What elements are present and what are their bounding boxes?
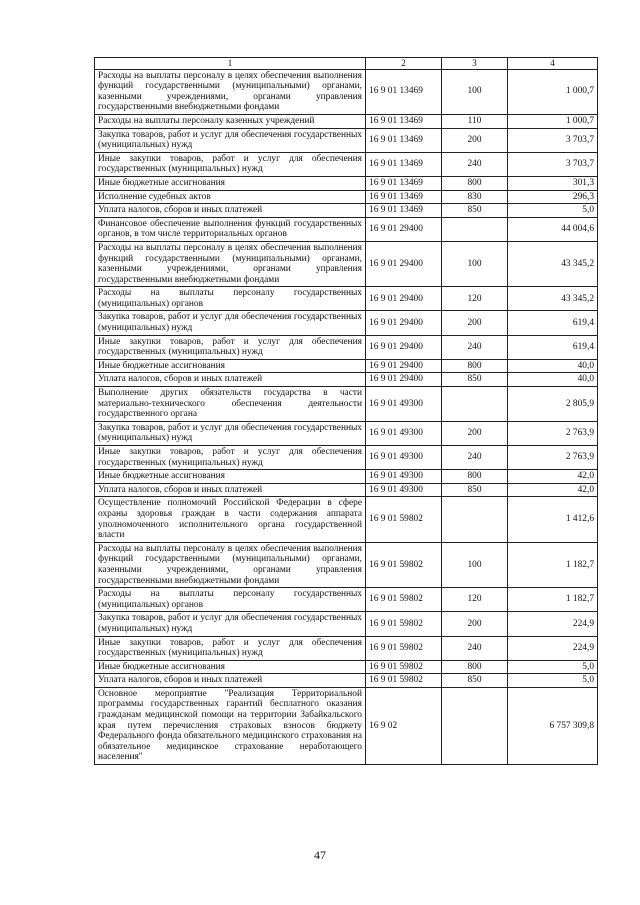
amount-cell: 43 345,2 xyxy=(508,287,598,311)
amount-cell: 40,0 xyxy=(508,373,598,387)
budget-table xyxy=(94,57,598,765)
table-row xyxy=(95,287,598,311)
expense-type-cell: 850 xyxy=(442,483,508,497)
expense-type-cell: 120 xyxy=(442,287,508,311)
expense-name-cell: Расходы на выплаты персоналу государственных (муниципальных) органов xyxy=(95,287,366,311)
table-row xyxy=(95,470,598,484)
expense-name-cell: Иные бюджетные ассигнования xyxy=(95,359,366,373)
table-row xyxy=(95,241,598,286)
column-header: 2 xyxy=(366,58,442,70)
amount-cell: 296,3 xyxy=(508,190,598,204)
expense-name-cell: Расходы на выплаты персоналу государственных (муниципальных) органов xyxy=(95,588,366,612)
amount-cell: 3 703,7 xyxy=(508,128,598,152)
target-code-cell: 16 9 01 49300 xyxy=(366,421,442,445)
expense-name-cell: Иные закупки товаров, работ и услуг для обеспечения государственных (муниципальных) нужд xyxy=(95,335,366,359)
table-row xyxy=(95,421,598,445)
expense-name-cell: Закупка товаров, работ и услуг для обеспечения государственных (муниципальных) нужд xyxy=(95,612,366,636)
expense-type-cell xyxy=(442,387,508,422)
amount-cell: 224,9 xyxy=(508,636,598,660)
expense-name-cell: Расходы на выплаты персоналу в целях обеспечения выполнения функций государственными (муниципальными) органами, казенными учреждениями, органами управления государственными внебюджетными фондами xyxy=(95,542,366,587)
expense-type-cell: 200 xyxy=(442,612,508,636)
table-row xyxy=(95,674,598,688)
expense-type-cell xyxy=(442,217,508,241)
amount-cell: 224,9 xyxy=(508,612,598,636)
amount-cell: 619,4 xyxy=(508,311,598,335)
amount-cell: 44 004,6 xyxy=(508,217,598,241)
target-code-cell: 16 9 01 13469 xyxy=(366,204,442,218)
target-code-cell: 16 9 01 59802 xyxy=(366,497,442,542)
expense-type-cell: 100 xyxy=(442,241,508,286)
amount-cell: 2 763,9 xyxy=(508,421,598,445)
table-row xyxy=(95,446,598,470)
table-row xyxy=(95,359,598,373)
amount-cell: 5,0 xyxy=(508,674,598,688)
expense-type-cell xyxy=(442,497,508,542)
target-code-cell: 16 9 01 59802 xyxy=(366,612,442,636)
table-row xyxy=(95,335,598,359)
target-code-cell: 16 9 01 59802 xyxy=(366,588,442,612)
expense-type-cell: 240 xyxy=(442,446,508,470)
expense-type-cell: 100 xyxy=(442,69,508,114)
target-code-cell: 16 9 01 29400 xyxy=(366,217,442,241)
expense-name-cell: Исполнение судебных актов xyxy=(95,190,366,204)
target-code-cell: 16 9 01 49300 xyxy=(366,470,442,484)
target-code-cell: 16 9 01 13469 xyxy=(366,128,442,152)
expense-type-cell: 200 xyxy=(442,128,508,152)
amount-cell: 5,0 xyxy=(508,204,598,218)
expense-name-cell: Иные закупки товаров, работ и услуг для обеспечения государственных (муниципальных) нужд xyxy=(95,446,366,470)
table-row xyxy=(95,217,598,241)
expense-name-cell: Основное мероприятие "Реализация Территориальной программы государственных гарантий бесплатного оказания гражданам медицинской помощи на территории Забайкальского края путем перечисления страховых взносов бюджету Федерального фонда обязательного медицинского страхования на обязательное медицинское страхование неработающего населения" xyxy=(95,687,366,764)
amount-cell: 1 412,6 xyxy=(508,497,598,542)
expense-name-cell: Иные бюджетные ассигнования xyxy=(95,176,366,190)
table-row xyxy=(95,636,598,660)
expense-name-cell: Уплата налогов, сборов и иных платежей xyxy=(95,483,366,497)
table-header-row xyxy=(95,58,598,70)
expense-name-cell: Закупка товаров, работ и услуг для обеспечения государственных (муниципальных) нужд xyxy=(95,311,366,335)
expense-type-cell: 100 xyxy=(442,542,508,587)
expense-type-cell: 240 xyxy=(442,335,508,359)
target-code-cell: 16 9 01 59802 xyxy=(366,542,442,587)
target-code-cell: 16 9 01 49300 xyxy=(366,483,442,497)
expense-type-cell: 240 xyxy=(442,152,508,176)
expense-name-cell: Финансовое обеспечение выполнения функций государственных органов, в том числе территориальных органов xyxy=(95,217,366,241)
expense-type-cell: 850 xyxy=(442,204,508,218)
amount-cell: 42,0 xyxy=(508,470,598,484)
table-row xyxy=(95,542,598,587)
table-row xyxy=(95,204,598,218)
expense-name-cell: Выполнение других обязательств государства в части материально-технического обеспечения деятельности государственного органа xyxy=(95,387,366,422)
expense-name-cell: Уплата налогов, сборов и иных платежей xyxy=(95,204,366,218)
target-code-cell: 16 9 01 13469 xyxy=(366,190,442,204)
table-row xyxy=(95,660,598,674)
target-code-cell: 16 9 01 59802 xyxy=(366,636,442,660)
target-code-cell: 16 9 01 29400 xyxy=(366,359,442,373)
column-header: 3 xyxy=(442,58,508,70)
expense-type-cell: 800 xyxy=(442,359,508,373)
target-code-cell: 16 9 01 59802 xyxy=(366,660,442,674)
table-row xyxy=(95,190,598,204)
amount-cell: 42,0 xyxy=(508,483,598,497)
expense-type-cell: 800 xyxy=(442,470,508,484)
target-code-cell: 16 9 01 29400 xyxy=(366,287,442,311)
table-row xyxy=(95,612,598,636)
table-row xyxy=(95,387,598,422)
amount-cell: 1 182,7 xyxy=(508,588,598,612)
target-code-cell: 16 9 01 13469 xyxy=(366,114,442,128)
target-code-cell: 16 9 01 49300 xyxy=(366,387,442,422)
amount-cell: 43 345,2 xyxy=(508,241,598,286)
amount-cell: 1 000,7 xyxy=(508,114,598,128)
expense-name-cell: Закупка товаров, работ и услуг для обеспечения государственных (муниципальных) нужд xyxy=(95,128,366,152)
target-code-cell: 16 9 01 29400 xyxy=(366,311,442,335)
expense-name-cell: Расходы на выплаты персоналу казенных учреждений xyxy=(95,114,366,128)
column-header: 4 xyxy=(508,58,598,70)
table-row xyxy=(95,311,598,335)
amount-cell: 40,0 xyxy=(508,359,598,373)
target-code-cell: 16 9 01 59802 xyxy=(366,674,442,688)
target-code-cell: 16 9 01 13469 xyxy=(366,69,442,114)
amount-cell: 3 703,7 xyxy=(508,152,598,176)
expense-name-cell: Осуществление полномочий Российской Федерации в сфере охраны здоровья граждан в части содержания аппарата уполномоченного исполнительного органа государственной власти xyxy=(95,497,366,542)
target-code-cell: 16 9 01 13469 xyxy=(366,176,442,190)
expense-name-cell: Иные бюджетные ассигнования xyxy=(95,660,366,674)
expense-type-cell: 200 xyxy=(442,311,508,335)
expense-type-cell: 800 xyxy=(442,176,508,190)
table-row xyxy=(95,588,598,612)
table-row xyxy=(95,128,598,152)
column-header: 1 xyxy=(95,58,366,70)
expense-name-cell: Иные бюджетные ассигнования xyxy=(95,470,366,484)
expense-type-cell xyxy=(442,687,508,764)
page-number: 47 xyxy=(314,848,326,862)
expense-type-cell: 850 xyxy=(442,373,508,387)
expense-type-cell: 240 xyxy=(442,636,508,660)
table-row xyxy=(95,687,598,764)
table-row xyxy=(95,373,598,387)
target-code-cell: 16 9 01 29400 xyxy=(366,373,442,387)
expense-name-cell: Закупка товаров, работ и услуг для обеспечения государственных (муниципальных) нужд xyxy=(95,421,366,445)
table-row xyxy=(95,483,598,497)
amount-cell: 1 182,7 xyxy=(508,542,598,587)
expense-type-cell: 800 xyxy=(442,660,508,674)
expense-type-cell: 850 xyxy=(442,674,508,688)
amount-cell: 5,0 xyxy=(508,660,598,674)
table-row xyxy=(95,69,598,114)
target-code-cell: 16 9 01 49300 xyxy=(366,446,442,470)
target-code-cell: 16 9 01 29400 xyxy=(366,241,442,286)
expense-name-cell: Уплата налогов, сборов и иных платежей xyxy=(95,373,366,387)
expense-name-cell: Иные закупки товаров, работ и услуг для обеспечения государственных (муниципальных) нужд xyxy=(95,152,366,176)
amount-cell: 619,4 xyxy=(508,335,598,359)
table-row xyxy=(95,176,598,190)
expense-type-cell: 200 xyxy=(442,421,508,445)
target-code-cell: 16 9 01 13469 xyxy=(366,152,442,176)
amount-cell: 1 000,7 xyxy=(508,69,598,114)
expense-type-cell: 110 xyxy=(442,114,508,128)
expense-name-cell: Уплата налогов, сборов и иных платежей xyxy=(95,674,366,688)
expense-name-cell: Иные закупки товаров, работ и услуг для обеспечения государственных (муниципальных) нужд xyxy=(95,636,366,660)
table-row xyxy=(95,114,598,128)
expense-name-cell: Расходы на выплаты персоналу в целях обеспечения выполнения функций государственными (муниципальными) органами, казенными учреждениями, органами управления государственными внебюджетными фондами xyxy=(95,69,366,114)
table-body xyxy=(95,69,598,764)
target-code-cell: 16 9 01 29400 xyxy=(366,335,442,359)
expense-type-cell: 830 xyxy=(442,190,508,204)
table-row xyxy=(95,497,598,542)
expense-type-cell: 120 xyxy=(442,588,508,612)
target-code-cell: 16 9 02 xyxy=(366,687,442,764)
amount-cell: 2 805,9 xyxy=(508,387,598,422)
amount-cell: 301,3 xyxy=(508,176,598,190)
amount-cell: 6 757 309,8 xyxy=(508,687,598,764)
amount-cell: 2 763,9 xyxy=(508,446,598,470)
table-row xyxy=(95,152,598,176)
expense-name-cell: Расходы на выплаты персоналу в целях обеспечения выполнения функций государственными (муниципальными) органами, казенными учреждениями, органами управления государственными внебюджетными фондами xyxy=(95,241,366,286)
